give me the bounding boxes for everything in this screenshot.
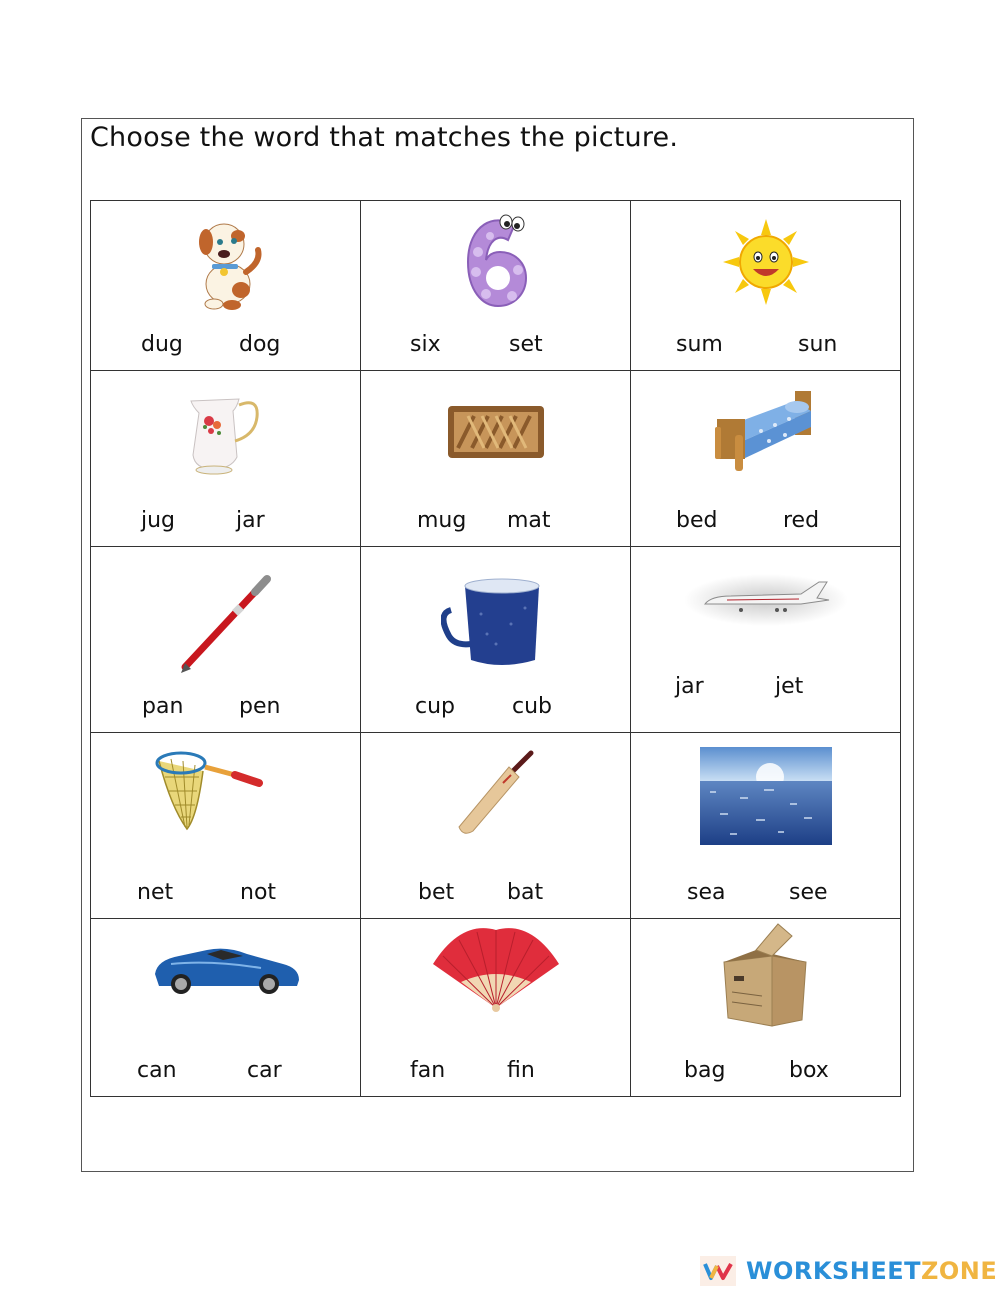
- six-icon: [361, 207, 630, 317]
- item-cell: [361, 371, 631, 547]
- item-cell: [631, 919, 900, 1096]
- sea-icon: [631, 741, 900, 851]
- bat-icon: [361, 739, 630, 849]
- option-sun[interactable]: sun: [798, 332, 838, 357]
- item-cell: [631, 371, 900, 547]
- option-red[interactable]: red: [783, 508, 820, 533]
- option-not[interactable]: not: [240, 880, 277, 905]
- option-sum[interactable]: sum: [676, 332, 723, 357]
- option-mug[interactable]: mug: [417, 508, 467, 533]
- option-car[interactable]: car: [247, 1058, 282, 1083]
- option-six[interactable]: six: [410, 332, 441, 357]
- word-picture-grid: [90, 200, 901, 1097]
- worksheetzone-w-icon: [700, 1256, 736, 1286]
- option-set[interactable]: set: [509, 332, 543, 357]
- option-dug[interactable]: dug: [141, 332, 183, 357]
- option-jet[interactable]: jet: [775, 674, 804, 699]
- option-can[interactable]: can: [137, 1058, 177, 1083]
- option-cup[interactable]: cup: [415, 694, 456, 719]
- worksheetzone-logo: [700, 1256, 997, 1286]
- item-cell: [631, 733, 900, 919]
- option-pen[interactable]: pen: [239, 694, 281, 719]
- jug-icon: [91, 377, 360, 487]
- brand-name-part1: WORKSHEET: [746, 1257, 921, 1285]
- option-dog[interactable]: dog: [239, 332, 281, 357]
- option-mat[interactable]: mat: [507, 508, 551, 533]
- option-fan[interactable]: fan: [410, 1058, 446, 1083]
- item-cell: [91, 371, 361, 547]
- item-cell: [91, 547, 361, 733]
- option-jar[interactable]: jar: [675, 674, 704, 699]
- item-cell: [631, 201, 900, 371]
- option-bed[interactable]: bed: [676, 508, 718, 533]
- option-fin[interactable]: fin: [507, 1058, 535, 1083]
- jet-icon: [631, 555, 900, 645]
- item-cell: [361, 733, 631, 919]
- option-net[interactable]: net: [137, 880, 174, 905]
- option-bag[interactable]: bag: [684, 1058, 726, 1083]
- option-cub[interactable]: cub: [512, 694, 553, 719]
- item-cell: [91, 201, 361, 371]
- option-pan[interactable]: pan: [142, 694, 184, 719]
- box-icon: [631, 921, 900, 1029]
- instruction-heading: Choose the word that matches the picture.: [90, 122, 679, 153]
- mat-icon: [361, 377, 630, 487]
- sun-icon: [631, 207, 900, 317]
- item-cell: [91, 919, 361, 1096]
- item-cell: [91, 733, 361, 919]
- item-cell: [631, 547, 900, 733]
- fan-icon: [361, 923, 630, 1019]
- net-icon: [91, 737, 360, 847]
- option-bet[interactable]: bet: [418, 880, 455, 905]
- item-cell: [361, 919, 631, 1096]
- brand-name-part2: ZONE: [920, 1257, 998, 1285]
- item-cell: [361, 547, 631, 733]
- option-box[interactable]: box: [789, 1058, 829, 1083]
- car-icon: [91, 923, 360, 1013]
- item-cell: [361, 201, 631, 371]
- pen-icon: [91, 569, 360, 679]
- option-see[interactable]: see: [789, 880, 828, 905]
- option-bat[interactable]: bat: [507, 880, 544, 905]
- bed-icon: [631, 377, 900, 487]
- cup-icon: [361, 569, 630, 679]
- option-sea[interactable]: sea: [687, 880, 726, 905]
- option-jar[interactable]: jar: [236, 508, 265, 533]
- dog-icon: [91, 207, 360, 317]
- option-jug[interactable]: jug: [141, 508, 176, 533]
